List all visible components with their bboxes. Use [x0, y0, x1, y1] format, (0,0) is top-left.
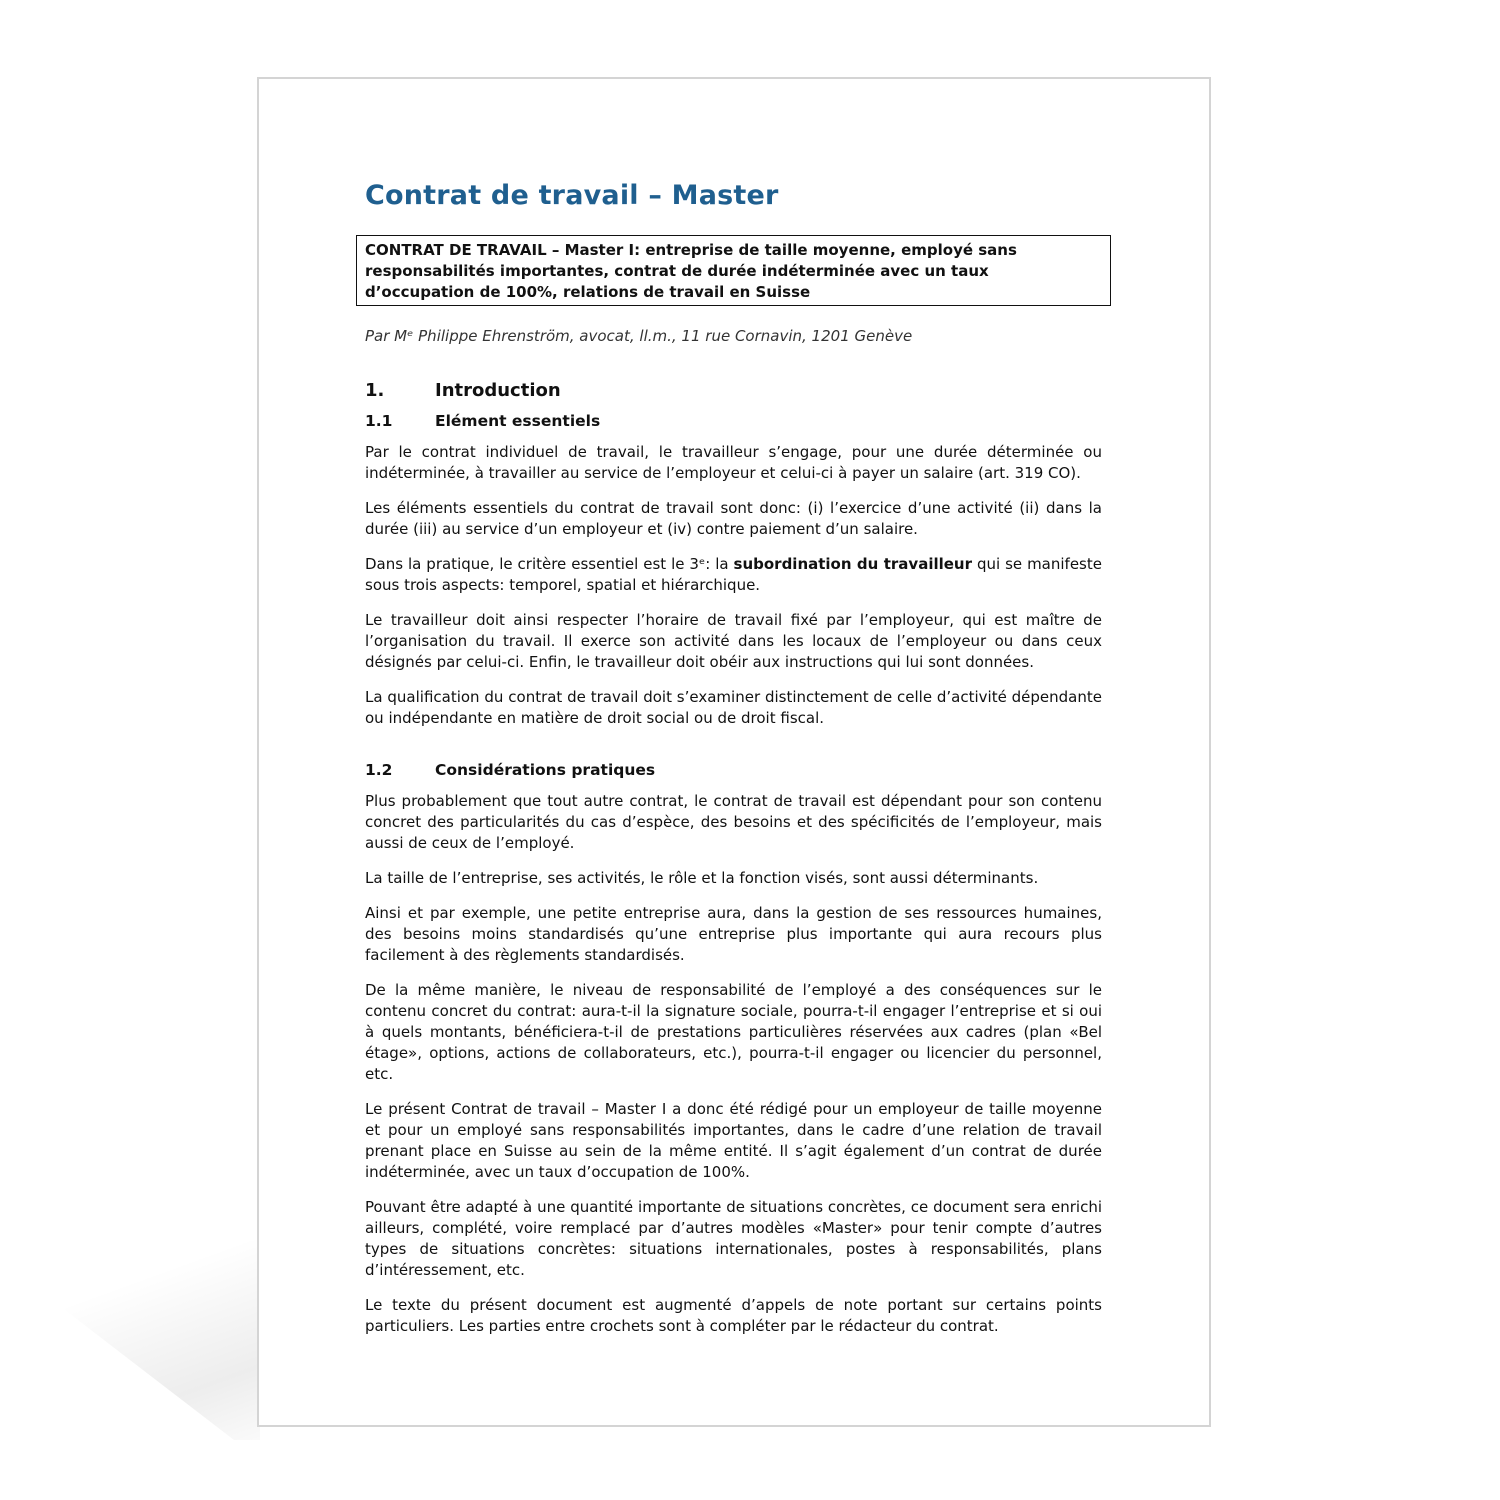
author-line: Par Mᵉ Philippe Ehrenström, avocat, ll.m., 11 rue Cornavin, 1201 Genève	[365, 327, 913, 345]
paragraph: Par le contrat individuel de travail, le travailleur s’engage, pour une durée déterminée ou indéterminée, à travailler au service de l’employeur et celui-ci à payer un salaire (art. 319 CO).	[365, 443, 1102, 482]
paragraph: Le texte du présent document est augmenté d’appels de note portant sur certains points particuliers. Les parties entre crochets sont à compléter par le rédacteur du contrat.	[365, 1296, 1102, 1335]
paragraph: Ainsi et par exemple, une petite entreprise aura, dans la gestion de ses ressources humaines, des besoins moins standardisés qu’une entreprise plus importante qui aura recours plus facilement à des règlements standardisés.	[365, 904, 1102, 964]
paragraph: Le présent Contrat de travail – Master I a donc été rédigé pour un employeur de taille moyenne et pour un employé sans responsabilités importantes, dans le cadre d’une relation de travail prenant place en Suisse au sein de la même entité. Il s’agit également d’un contrat de durée indéterminée, avec un taux d’occupation de 100%.	[365, 1100, 1102, 1181]
subsection-heading-considerations	[365, 760, 1102, 781]
paragraph: La taille de l’entreprise, ses activités, le rôle et la fonction visés, sont aussi déterminants.	[365, 869, 1039, 887]
paragraph: Pouvant être adapté à une quantité importante de situations concrètes, ce document sera enrichi ailleurs, complété, voire remplacé par d’autres modèles «Master» pour tenir compte d’autres types de situations concrètes: situations internationales, postes à responsabilités, plans d’intéressement, etc.	[365, 1198, 1102, 1279]
paragraph-subordination	[365, 554, 1102, 596]
subsection-title: Considérations pratiques	[435, 761, 656, 779]
subsection-number: 1.1	[365, 412, 393, 430]
subsection-number: 1.2	[365, 761, 393, 779]
paragraph: Le travailleur doit ainsi respecter l’horaire de travail fixé par l’employeur, qui est maître de l’organisation du travail. Il exerce son activité dans les locaux de l’employeur ou dans ceux désignés par celui-ci. Enfin, le travailleur doit obéir aux instructions qui lui sont données.	[365, 611, 1102, 671]
paragraph: Plus probablement que tout autre contrat, le contrat de travail est dépendant pour son contenu concret des particularités du cas d’espèce, des besoins et des spécificités de l’employeur, mais aussi de ceux de l’employé.	[365, 792, 1102, 852]
section-title: Introduction	[435, 380, 561, 401]
text-run: Dans la pratique, le critère essentiel est le 3ᵉ: la	[365, 555, 734, 573]
text-run: qui se manifeste sous trois aspects: temporel, spatial et hiérarchique.	[365, 555, 1102, 594]
document-title: Contrat de travail – Master	[365, 180, 779, 211]
section-number: 1.	[365, 380, 385, 401]
paragraph: Les éléments essentiels du contrat de travail sont donc: (i) l’exercice d’une activité (ii) dans la durée (iii) au service d’un employeur et (iv) contre paiement d’un salaire.	[365, 499, 1102, 538]
page-shadow	[0, 1240, 260, 1440]
subsection-heading-elements	[365, 411, 1102, 432]
section-heading-introduction	[365, 380, 1102, 401]
document-page	[257, 77, 1211, 1427]
bold-text-run: subordination du travailleur	[733, 555, 973, 573]
paragraph: De la même manière, le niveau de responsabilité de l’employé a des conséquences sur le contenu concret du contrat: aura-t-il la signature sociale, pourra-t-il engager l’entreprise et si oui à quels montants, bénéficiera-t-il de prestations particulières réservées aux cadres (plan «Bel étage», options, actions de collaborateurs, etc.), pourra-t-il engager ou licencier du personnel, etc.	[365, 981, 1102, 1083]
subsection-title: Elément essentiels	[435, 412, 601, 430]
summary-box: CONTRAT DE TRAVAIL – Master I: entreprise de taille moyenne, employé sans responsabilités importantes, contrat de durée indéterminée avec un taux d’occupation de 100%, relations de travail en Suisse	[356, 235, 1111, 306]
document-content	[365, 179, 1102, 1337]
paragraph: La qualification du contrat de travail doit s’examiner distinctement de celle d’activité dépendante ou indépendante en matière de droit social ou de droit fiscal.	[365, 688, 1102, 727]
